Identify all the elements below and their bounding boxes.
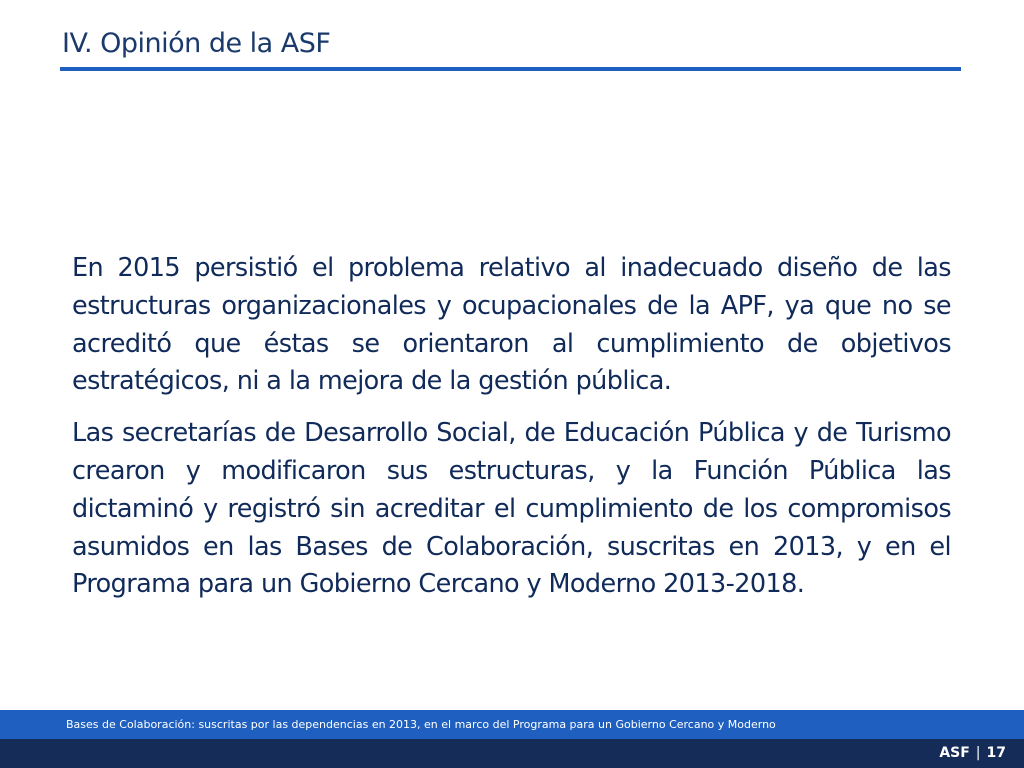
page-number: 17: [986, 745, 1006, 761]
footnote-text: Bases de Colaboración: suscritas por las dependencias en 2013, en el marco del Programa para un Gobierno Cercano y Moderno: [66, 718, 776, 731]
body-text: [72, 250, 951, 618]
bottom-bar: [0, 739, 1024, 768]
page-label: [939, 745, 1006, 761]
title-underline: [60, 67, 961, 71]
footnote-bar: [0, 710, 1024, 739]
slide-title: IV. Opinión de la ASF: [62, 28, 331, 59]
paragraph-2: Las secretarías de Desarrollo Social, de Educación Pública y de Turismo crearon y modificaron sus estructuras, y la Función Pública las dictaminó y registró sin acreditar el cumplimiento de los compromisos asumidos en las Bases de Colaboración, suscritas en 2013, y en el Programa para un Gobierno Cercano y Moderno 2013-2018.: [72, 418, 951, 600]
paragraph-1: En 2015 persistió el problema relativo al inadecuado diseño de las estructuras organizacionales y ocupacionales de la APF, ya que no se acreditó que éstas se orientaron al cumplimiento de objetivos estratégicos, ni a la mejora de la gestión pública.: [72, 253, 951, 397]
separator: |: [975, 745, 981, 761]
org-label: ASF: [939, 745, 970, 761]
